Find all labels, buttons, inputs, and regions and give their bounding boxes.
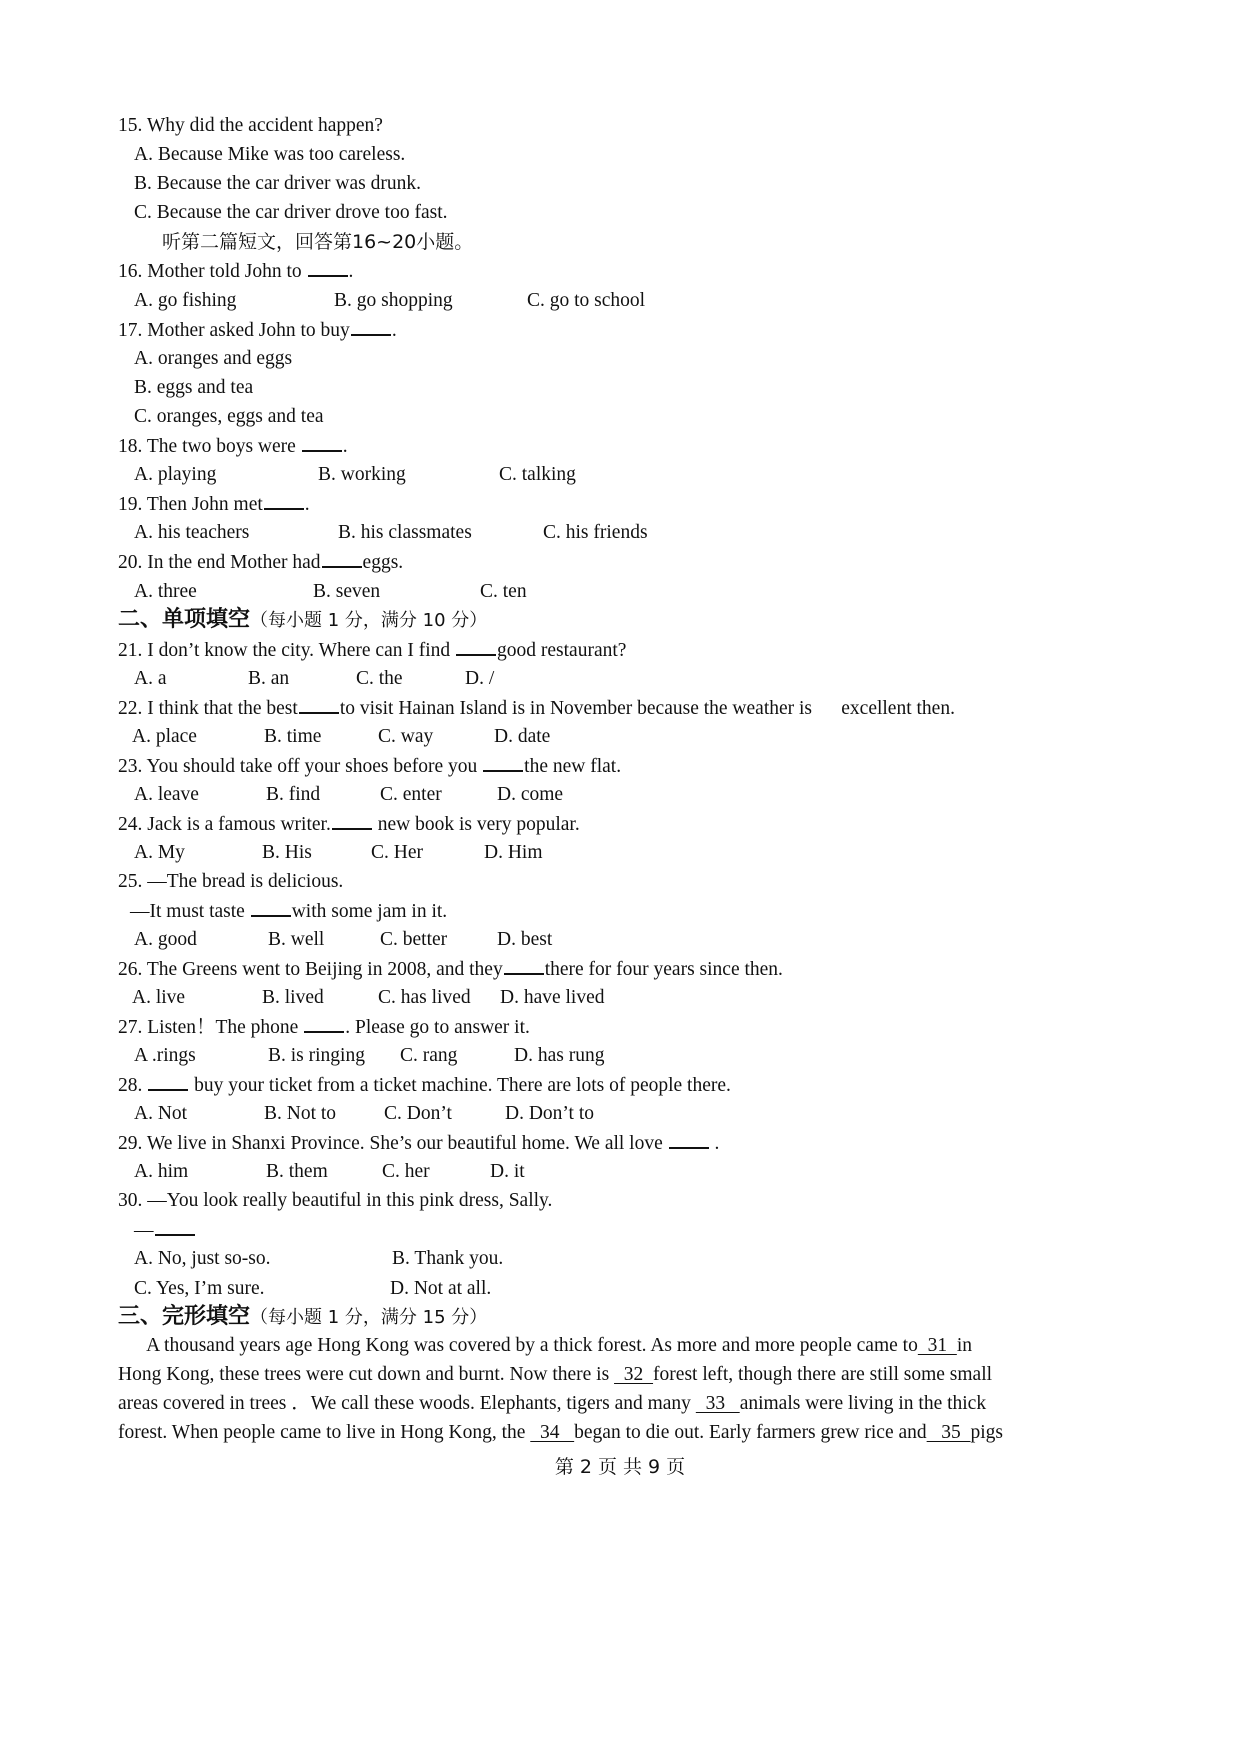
question-29-option-b: B. them [266,1161,328,1182]
cloze-blank-35: 35 [926,1422,971,1443]
answer-blank [251,899,291,917]
question-22-option-b: B. time [264,726,322,747]
stem-text: 19. Then John met [118,494,263,515]
stem-text: 22. I think that the best [118,698,298,719]
question-20-option-c: C. ten [480,581,527,602]
question-19-option-a: A. his teachers [134,522,250,543]
section-3-heading [118,1304,487,1331]
question-27-option-a: A .rings [134,1045,196,1066]
passage-text: pigs [970,1422,1004,1443]
question-29-option-c: C. her [382,1161,430,1182]
question-30-option-b: B. Thank you. [392,1248,504,1269]
question-27-option-d: D. has rung [514,1045,605,1066]
question-19-option-c: C. his friends [543,522,648,543]
stem-text: . [342,436,348,457]
question-23-option-d: D. come [497,784,564,805]
question-27-option-c: C. rang [400,1045,458,1066]
question-17-option-a: A. oranges and eggs [134,348,293,369]
section-subtitle: （每小题 1 分，满分 10 分） [250,610,488,631]
question-22-option-a: A. place [132,726,197,747]
question-17-option-b: B. eggs and tea [134,377,254,398]
section-2-heading [118,607,487,634]
question-28-option-b: B. Not to [264,1103,337,1124]
question-16-option-b: B. go shopping [334,290,453,311]
answer-blank [302,434,342,452]
stem-text: there for four years since then. [544,959,783,980]
question-30-reply [134,1218,196,1243]
question-25-option-a: A. good [134,929,197,950]
cloze-blank-31: 31 [917,1335,957,1356]
question-25-option-c: C. better [380,929,448,950]
question-18-option-b: B. working [318,464,406,485]
stem-text: eggs. [362,552,404,573]
question-21-stem [118,638,626,663]
question-30-option-a: A. No, just so-so. [134,1248,271,1269]
cloze-blank-32: 32 [614,1364,654,1385]
cloze-blank-34: 34 [530,1422,575,1443]
stem-text: 21. I don’t know the city. Where can I find [118,640,456,661]
question-17-stem [118,318,397,343]
answer-blank [351,318,391,336]
question-24-option-d: D. Him [484,842,543,863]
passage-text: animals were living in the thick [739,1393,987,1414]
cloze-passage-line-3 [118,1392,1128,1416]
question-26-stem [118,957,783,982]
question-28-option-c: C. Don’t [384,1103,452,1124]
question-29-stem [118,1131,719,1156]
stem-text: good restaurant? [497,640,627,661]
question-23-option-c: C. enter [380,784,442,805]
answer-blank [504,957,544,975]
question-28-stem [118,1073,731,1098]
passage-text: areas covered in trees ．We call these woods. Elephants, tigers and many [118,1393,696,1414]
stem-text: — [134,1220,154,1241]
question-26-option-a: A. live [132,987,186,1008]
cloze-passage-line-1 [118,1334,1128,1358]
stem-text: 18. The two boys were [118,436,301,457]
question-20-option-b: B. seven [313,581,381,602]
question-23-option-a: A. leave [134,784,199,805]
passage-text: A thousand years age Hong Kong was covered by a thick forest. As more and more people came to [118,1335,918,1356]
cloze-passage-line-2 [118,1363,1128,1387]
question-16-stem [118,259,353,284]
section-subtitle: （每小题 1 分，满分 15 分） [250,1307,488,1328]
answer-blank [483,754,523,772]
question-24-stem [118,812,580,837]
section-title: 二、单项填空 [118,607,251,632]
question-25-stem: 25. —The bread is delicious. [118,871,344,892]
question-15-stem: 15. Why did the accident happen? [118,115,383,136]
stem-text: 26. The Greens went to Beijing in 2008, and they [118,959,503,980]
question-24-option-a: A. My [134,842,185,863]
question-15-option-a: A. Because Mike was too careless. [134,144,406,165]
stem-text: . [709,1133,720,1154]
question-21-option-a: A. a [134,668,167,689]
answer-blank [304,1015,344,1033]
page-number-footer: 第 2 页 共 9 页 [554,1456,686,1478]
answer-blank [456,638,496,656]
question-22-stem [118,696,955,721]
question-18-option-c: C. talking [499,464,576,485]
stem-text: buy your ticket from a ticket machine. There are lots of people there. [189,1075,731,1096]
question-23-option-b: B. find [266,784,321,805]
section-title: 三、完形填空 [118,1304,251,1329]
passage-text: in [956,1335,972,1356]
stem-text: . [391,320,397,341]
stem-text: 24. Jack is a famous writer. [118,814,331,835]
cloze-passage-line-4 [118,1421,1128,1445]
question-30-stem: 30. —You look really beautiful in this pink dress, Sally. [118,1190,553,1211]
question-27-option-b: B. is ringing [268,1045,365,1066]
question-19-stem [118,492,310,517]
question-17-option-c: C. oranges, eggs and tea [134,406,324,427]
stem-text: . Please go to answer it. [345,1017,530,1038]
cloze-blank-33: 33 [695,1393,740,1414]
stem-text: —It must taste [130,901,250,922]
question-20-option-a: A. three [134,581,197,602]
question-16-option-a: A. go fishing [134,290,237,311]
stem-text: the new flat. [524,756,622,777]
question-15-option-c: C. Because the car driver drove too fast. [134,202,448,223]
stem-text: . [348,261,354,282]
stem-text: with some jam in it. [291,901,448,922]
stem-text: 20. In the end Mother had [118,552,321,573]
question-21-option-c: C. the [356,668,403,689]
question-15-option-b: B. Because the car driver was drunk. [134,173,421,194]
answer-blank [669,1131,709,1149]
passage-text: began to die out. Early farmers grew rice and [574,1422,927,1443]
stem-text: 28. [118,1075,148,1096]
answer-blank [299,696,339,714]
answer-blank [148,1073,188,1091]
question-18-stem [118,434,348,459]
passage-2-instruction: 听第二篇短文，回答第16~20小题。 [162,231,474,253]
stem-text: 29. We live in Shanxi Province. She’s our beautiful home. We all love [118,1133,668,1154]
question-21-option-d: D. / [465,668,495,689]
stem-text: 16. Mother told John to [118,261,307,282]
question-25-option-d: D. best [497,929,553,950]
stem-text: 17. Mother asked John to buy [118,320,350,341]
answer-blank [332,812,372,830]
answer-blank [264,492,304,510]
question-26-option-b: B. lived [262,987,324,1008]
question-26-option-d: D. have lived [500,987,605,1008]
stem-text: to visit Hainan Island is in November because the weather is excellent then. [339,698,955,719]
question-25-option-b: B. well [268,929,325,950]
question-29-option-d: D. it [490,1161,525,1182]
answer-blank [322,550,362,568]
question-24-option-c: C. Her [371,842,423,863]
question-25-stem-reply [130,899,447,924]
question-16-option-c: C. go to school [527,290,646,311]
passage-text: forest. When people came to live in Hong Kong, the [118,1422,531,1443]
question-28-option-d: D. Don’t to [505,1103,595,1124]
question-20-stem [118,550,403,575]
stem-text: 27. Listen！The phone [118,1017,304,1038]
question-23-stem [118,754,621,779]
stem-text: 23. You should take off your shoes before you [118,756,483,777]
question-30-option-d: D. Not at all. [390,1278,492,1299]
question-27-stem [118,1015,530,1040]
question-22-option-c: C. way [378,726,434,747]
answer-blank [308,259,348,277]
question-21-option-b: B. an [248,668,290,689]
passage-text: Hong Kong, these trees were cut down and burnt. Now there is [118,1364,615,1385]
answer-blank [155,1218,195,1236]
question-28-option-a: A. Not [134,1103,188,1124]
question-26-option-c: C. has lived [378,987,471,1008]
question-19-option-b: B. his classmates [338,522,472,543]
question-30-option-c: C. Yes, I’m sure. [134,1278,265,1299]
stem-text: . [304,494,310,515]
question-24-option-b: B. His [262,842,312,863]
question-22-option-d: D. date [494,726,551,747]
question-29-option-a: A. him [134,1161,189,1182]
stem-text: new book is very popular. [372,814,580,835]
passage-text: forest left, though there are still some small [653,1364,993,1385]
question-18-option-a: A. playing [134,464,217,485]
